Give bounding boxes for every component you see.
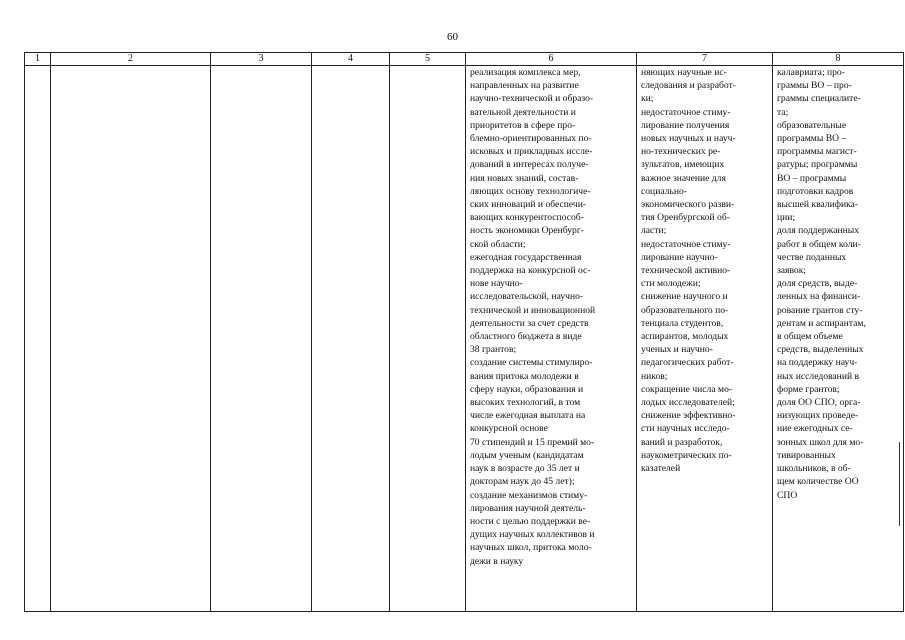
risks-text: няющих научные ис- следования и разработ- ки; недостаточное стиму- лирование получения новых научных и науч- но-технических ре- зультатов, имеющих важное значение для социально- экономического разви- тия Оренбургской об- ласти; недостаточное стиму- лирование научно- технической активно- сти молодежи; снижение научного и образовательного по- тенциала студентов, аспирантов, молодых ученых и научно- педагогических работ- ников; сокращение числа мо- лодых исследователей; снижение эффективно- сти научных исследо- ваний и разработок, наукометрических по- казателей	[641, 67, 736, 475]
header-col-8: 8	[773, 53, 904, 66]
data-table	[24, 52, 904, 612]
header-col-6: 6	[466, 53, 637, 66]
measures-text: реализация комплекса мер, направленных на развитие научно-технической и образо- вательной деятельности и приоритетов в сфере про- блемно-ориентированных по- исковых и прикладных иссле- дований в интересах получе- ния новых знаний, состав- ляющих основу технологиче- ских инноваций и обеспечи- вающих конкурентоспособ- ность экономики Оренбург- ской области; ежегодная государственная поддержка на конкурсной ос- нове научно- исследовательской, научно- технической и инновационной деятельности за счет средств областного бюджета в виде 38 грантов; создание системы стимулиро- вания притока молодежи в сферу науки, образования и высоких технологий, в том числе ежегодная выплата на конкурсной основе 70 стипендий и 15 премий мо- лодым ученым (кандидатам наук в возрасте до 35 лет и докторам наук до 45 лет); создание механизмов стиму- лирования научной деятель- ности с целью поддержки ве- дущих научных коллективов и научных школ, притока моло- дежи в науку	[470, 67, 596, 567]
header-col-3: 3	[211, 53, 312, 66]
cell-col-8	[773, 66, 904, 612]
header-row	[25, 53, 904, 66]
page-number: 60	[447, 31, 458, 43]
cell-col-2	[51, 66, 211, 612]
header-col-7: 7	[637, 53, 773, 66]
cell-col-1	[25, 66, 51, 612]
header-col-5: 5	[390, 53, 466, 66]
cell-col-4	[312, 66, 390, 612]
table-row	[25, 66, 904, 612]
cell-col-3	[211, 66, 312, 612]
header-col-2: 2	[51, 53, 211, 66]
cell-col-6	[466, 66, 637, 612]
cell-col-5	[390, 66, 466, 612]
indicators-text: калавриата; про- граммы ВО – про- граммы специалите- та; образовательные программы ВО – программы магист- ратуры; программы ВО – программы подготовки кадров высшей квалифика- ции; доля поддержанных работ в общем коли- честве поданных заявок; доля средств, выде- ленных на финанси- рование грантов сту- дентам и аспирантам, в общем объеме средств, выделенных на поддержку науч- ных исследований в форме грантов; доля ОО СПО, орга- низующих проведе- ние ежегодных се- зонных школ для мо- тивированных школьников, в об- щем количестве ОО СПО	[777, 67, 866, 501]
header-col-1: 1	[25, 53, 51, 66]
scan-edge-mark	[899, 442, 900, 526]
cell-col-7	[637, 66, 773, 612]
header-col-4: 4	[312, 53, 390, 66]
